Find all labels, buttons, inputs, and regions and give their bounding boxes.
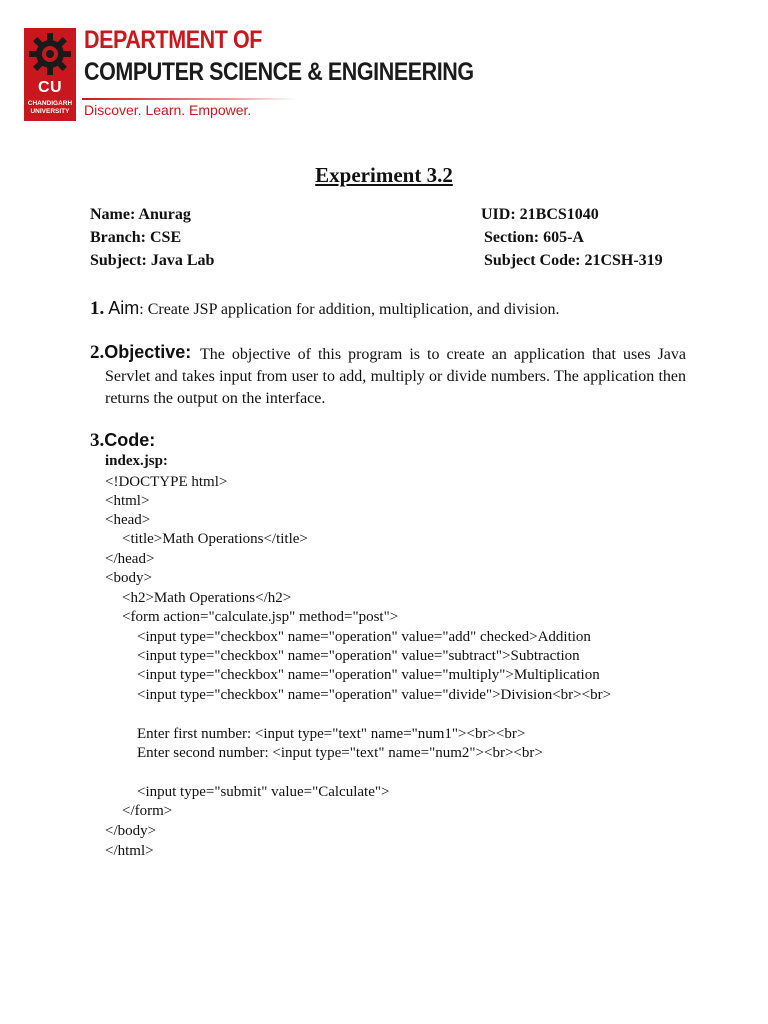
code-line: Enter second number: <input type="text" name="num2"><br><br>	[137, 745, 543, 761]
student-uid: UID: 21BCS1040	[481, 206, 599, 223]
code-file-label: index.jsp:	[105, 453, 168, 469]
code-line: <input type="checkbox" name="operation" value="add" checked>Addition	[137, 629, 591, 645]
code-line: <input type="checkbox" name="operation" value="divide">Division<br><br>	[137, 687, 612, 703]
aim-section	[90, 298, 559, 320]
code-line: <title>Math Operations</title>	[122, 531, 308, 547]
objective-text: The objective of this program is to create an application that uses Java Servlet and takes input from user to add, multiply or divide numbers. The application then returns the output on the interface.	[105, 346, 686, 407]
objective-paragraph	[105, 344, 686, 410]
gear-emblem-icon	[27, 31, 73, 77]
university-logo	[24, 28, 76, 121]
code-line: <body>	[105, 570, 152, 586]
header-divider	[82, 98, 297, 100]
tagline: Discover. Learn. Empower.	[84, 102, 252, 118]
student-section: Section: 605-A	[484, 229, 584, 246]
objective-heading: Objective:	[104, 342, 192, 362]
department-title-line1: DEPARTMENT OF	[84, 26, 262, 54]
logo-university-text: CHANDIGARH UNIVERSITY	[27, 100, 73, 115]
aim-text: : Create JSP application for addition, multiplication, and division.	[139, 301, 560, 318]
code-line: </body>	[105, 823, 157, 839]
code-line: <html>	[105, 493, 150, 509]
code-line: Enter first number: <input type="text" name="num1"><br><br>	[137, 726, 526, 742]
experiment-title: Experiment 3.2	[315, 163, 453, 187]
code-line: <head>	[105, 512, 151, 528]
subject-code: Subject Code: 21CSH-319	[484, 252, 663, 269]
code-heading: Code:	[104, 430, 156, 450]
code-line: <input type="checkbox" name="operation" value="subtract">Subtraction	[137, 648, 580, 664]
code-line: <input type="checkbox" name="operation" value="multiply">Multiplication	[137, 667, 600, 683]
code-line: <form action="calculate.jsp" method="post">	[122, 609, 399, 625]
department-header	[24, 24, 584, 124]
aim-heading: Aim	[108, 298, 140, 318]
code-line: </form>	[122, 803, 173, 819]
logo-cu-text: CU	[37, 79, 63, 96]
department-title-line2: COMPUTER SCIENCE & ENGINEERING	[84, 58, 474, 86]
code-line: <input type="submit" value="Calculate">	[137, 784, 390, 800]
aim-number: 1.	[90, 298, 105, 319]
student-branch: Branch: CSE	[90, 229, 182, 246]
objective-number: 2.	[90, 342, 105, 363]
code-line: </head>	[105, 551, 155, 567]
student-name: Name: Anurag	[90, 206, 191, 223]
subject-name: Subject: Java Lab	[90, 252, 215, 269]
code-line: <!DOCTYPE html>	[105, 474, 228, 490]
code-line: </html>	[105, 843, 154, 859]
code-number: 3.	[90, 430, 105, 451]
code-line: <h2>Math Operations</h2>	[122, 590, 292, 606]
code-heading-row	[90, 430, 155, 452]
